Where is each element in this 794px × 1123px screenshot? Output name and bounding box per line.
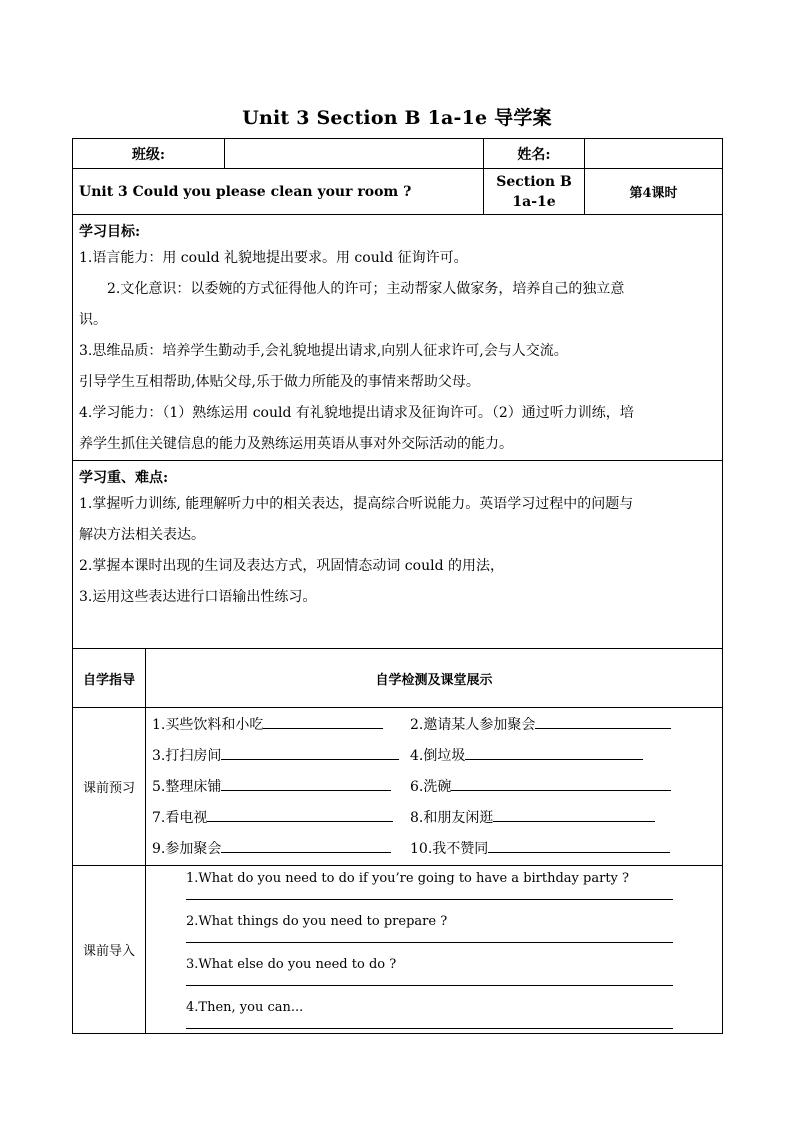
preview-item: 5.整理床铺 [152, 772, 391, 803]
study-guide-table [72, 138, 723, 1034]
key-points-line: 3.运用这些表达进行口语输出性练习。 [79, 589, 317, 605]
preview-item: 6.洗碗 [410, 772, 671, 803]
key-points-heading: 学习重、难点: [79, 470, 169, 486]
preview-item: 9.参加聚会 [152, 834, 391, 865]
lesson-title: Unit 3 Could you please clean your room ? [73, 169, 484, 215]
preview-item: 1.买些饮料和小吃 [152, 710, 383, 741]
key-points-line: 2.掌握本课时出现的生词及表达方式，巩固情态动词 could 的用法， [79, 558, 504, 574]
answer-line[interactable] [186, 1018, 673, 1029]
preview-list [146, 708, 723, 866]
answer-blank[interactable] [535, 713, 671, 729]
self-check-header: 自学检测及课堂展示 [146, 649, 723, 708]
preview-label: 课前预习 [73, 708, 146, 866]
intro-question: 3.What else do you need to do ? [186, 957, 397, 972]
period-label: 第4课时 [585, 169, 723, 215]
section-line-1: Section B [496, 173, 572, 190]
answer-blank[interactable] [207, 806, 393, 822]
section-line-2: 1a-1e [512, 193, 556, 210]
answer-blank[interactable] [493, 806, 655, 822]
name-label: 姓名: [484, 139, 585, 169]
answer-blank[interactable] [221, 837, 391, 853]
answer-line[interactable] [186, 889, 673, 900]
goals-heading: 学习目标: [79, 224, 141, 240]
key-points-line: 1.掌握听力训练, 能理解听力中的相关表达，提高综合听说能力。英语学习过程中的问题与 [79, 496, 634, 512]
answer-blank[interactable] [221, 775, 391, 791]
answer-blank[interactable] [451, 775, 671, 791]
class-field[interactable] [225, 139, 484, 169]
document-title: Unit 3 Section B 1a-1e 导学案 [242, 107, 552, 129]
self-study-guide-header: 自学指导 [73, 649, 146, 708]
goals-line: 3.思维品质：培养学生勤动手,会礼貌地提出请求,向别人征求许可,会与人交流。 [79, 343, 568, 359]
class-label: 班级: [73, 139, 225, 169]
intro-question: 4.Then, you can... [186, 1000, 304, 1015]
goals-line: 4.学习能力：（1）熟练运用 could 有礼貌地提出请求及征询许可。（2）通过听力训练，培 [79, 405, 634, 421]
answer-blank[interactable] [263, 713, 383, 729]
intro-question: 2.What things do you need to prepare ? [186, 914, 448, 929]
answer-line[interactable] [186, 932, 673, 943]
goals-line: 1.语言能力：用 could 礼貌地提出要求。用 could 征询许可。 [79, 250, 468, 266]
intro-questions [146, 866, 723, 1034]
answer-blank[interactable] [221, 744, 399, 760]
answer-line[interactable] [186, 975, 673, 986]
section-cell [484, 169, 585, 215]
preview-item: 2.邀请某人参加聚会 [410, 710, 671, 741]
goals-line: 识。 [79, 312, 107, 328]
preview-item: 7.看电视 [152, 803, 393, 834]
key-points-block [73, 461, 723, 649]
answer-blank[interactable] [488, 837, 670, 853]
name-field[interactable] [585, 139, 723, 169]
goals-line: 2.文化意识：以委婉的方式征得他人的许可；主动帮家人做家务，培养自己的独立意 [107, 281, 625, 297]
preview-item: 8.和朋友闲逛 [410, 803, 655, 834]
goals-line: 引导学生互相帮助,体贴父母,乐于做力所能及的事情来帮助父母。 [79, 374, 480, 390]
learning-goals-block [73, 215, 723, 461]
intro-question: 1.What do you need to do if you’re going to have a birthday party ? [186, 871, 629, 886]
preview-item: 3.打扫房间 [152, 741, 399, 772]
key-points-line: 解决方法相关表达。 [79, 527, 205, 543]
goals-line: 养学生抓住关键信息的能力及熟练运用英语从事对外交际活动的能力。 [79, 436, 513, 452]
preview-item: 4.倒垃圾 [410, 741, 643, 772]
preview-item: 10.我不赞同 [410, 834, 670, 865]
answer-blank[interactable] [465, 744, 643, 760]
intro-label: 课前导入 [73, 866, 146, 1034]
